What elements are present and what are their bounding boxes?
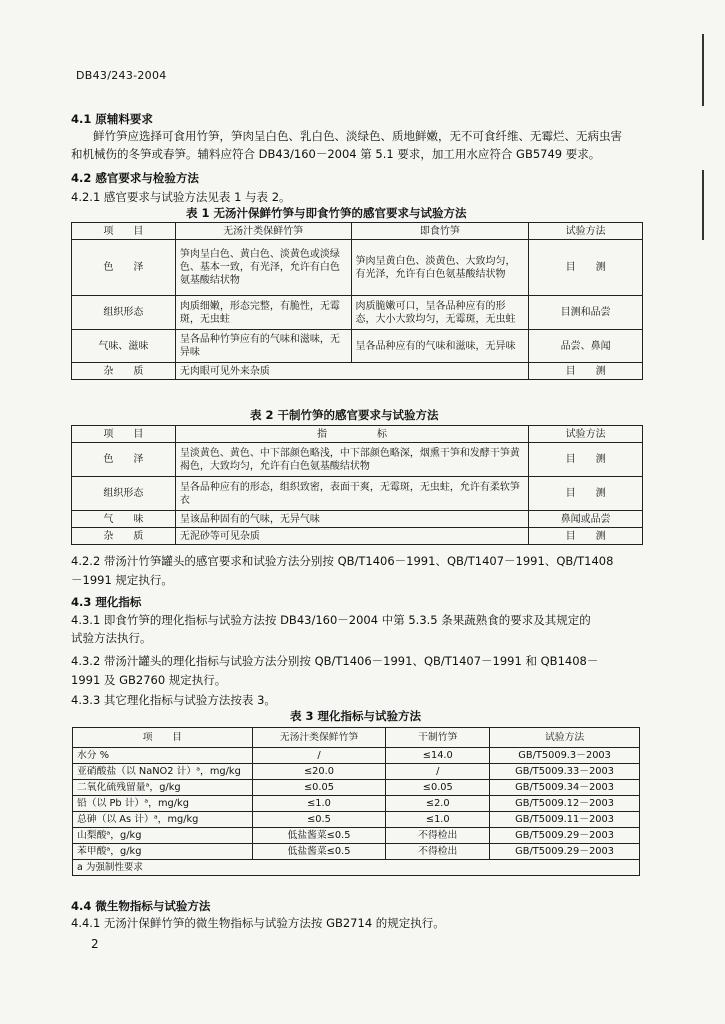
table-cell: ≤0.05: [386, 780, 490, 796]
table-cell: 亚硝酸盐（以 NaNO2 计）ᵃ，mg/kg: [73, 764, 253, 780]
table-cell: 鼻闻或品尝: [529, 511, 643, 528]
table-cell: 无肉眼可见外来杂质: [175, 363, 528, 380]
table-1-caption: 表 1 无汤汁保鲜竹笋与即食竹笋的感官要求与试验方法: [186, 206, 467, 220]
paragraph-line: 鲜竹笋应选择可食用竹笋，笋肉呈白色、乳白色、淡绿色、质地鲜嫩，无不可食纤维、无霉烂、无病虫害: [93, 129, 622, 143]
table-row: [72, 511, 643, 528]
table-row: [73, 844, 640, 860]
table-cell: 目 测: [529, 363, 643, 380]
table-row: [73, 764, 640, 780]
scan-edge-mark: [702, 34, 704, 106]
table-header-cell: 项 目: [73, 728, 253, 748]
table-row: [73, 828, 640, 844]
table-header-cell: 试验方法: [529, 223, 643, 240]
table-cell: ≤14.0: [386, 748, 490, 764]
table-header-cell: 项 目: [72, 426, 176, 443]
table-cell: 二氧化硫残留量ᵃ，g/kg: [73, 780, 253, 796]
table-row: [72, 240, 643, 296]
table-header-cell: 无汤汁类保鲜竹笋: [252, 728, 386, 748]
paragraph-line: 4.3.2 带汤汁罐头的理化指标与试验方法分别按 QB/T1406－1991、QB/T1407－1991 和 QB1408－: [71, 654, 599, 668]
table-cell: ≤2.0: [386, 796, 490, 812]
table-cell: 目 测: [529, 528, 643, 545]
table-cell: 不得检出: [386, 828, 490, 844]
table-cell: 色 泽: [72, 443, 176, 477]
section-4-4-1-text: 4.4.1 无汤汁保鲜竹笋的微生物指标与试验方法按 GB2714 的规定执行。: [71, 916, 445, 930]
doc-code: DB43/243-2004: [76, 69, 167, 82]
paragraph-line: 试验方法执行。: [71, 631, 152, 645]
section-4-2-1-text: 4.2.1 感官要求与试验方法见表 1 与表 2。: [71, 190, 291, 204]
paragraph-line: 4.3.1 即食竹笋的理化指标与试验方法按 DB43/160－2004 中第 5.3.5 条果蔬熟食的要求及其规定的: [71, 613, 591, 627]
table-header-cell: 无汤汁类保鲜竹笋: [175, 223, 351, 240]
table-cell: 水分 %: [73, 748, 253, 764]
table-cell: 总砷（以 As 计）ᵃ，mg/kg: [73, 812, 253, 828]
table-cell: 呈该品种固有的气味，无异气味: [175, 511, 528, 528]
table-cell: 无泥砂等可见杂质: [175, 528, 528, 545]
table-cell: 苯甲酸ᵃ，g/kg: [73, 844, 253, 860]
section-4-3-3-text: 4.3.3 其它理化指标与试验方法按表 3。: [71, 693, 276, 707]
table-cell: 低盐酱菜≤0.5: [252, 844, 386, 860]
table-cell: 肉质脆嫩可口，呈各品种应有的形态，大小大致均匀，无霉斑，无虫蛀: [351, 296, 529, 330]
table-cell: 低盐酱菜≤0.5: [252, 828, 386, 844]
table-header-cell: 指 标: [175, 426, 528, 443]
table-cell: 气 味: [72, 511, 176, 528]
table-header-cell: 即食竹笋: [351, 223, 529, 240]
table-cell: /: [252, 748, 386, 764]
table-header-cell: 试验方法: [529, 426, 643, 443]
table-cell: 气味、滋味: [72, 330, 176, 363]
table-header-cell: 干制竹笋: [386, 728, 490, 748]
table-cell: 杂 质: [72, 528, 176, 545]
table-header-cell: 试验方法: [490, 728, 640, 748]
table-2: [71, 425, 643, 545]
page-number: 2: [91, 937, 99, 951]
table-cell: ≤1.0: [252, 796, 386, 812]
table-cell: ≤0.5: [252, 812, 386, 828]
table-3-caption: 表 3 理化指标与试验方法: [290, 709, 422, 723]
table-cell: GB/T5009.12－2003: [490, 796, 640, 812]
table-cell: 呈淡黄色、黄色、中下部颜色略浅，中下部颜色略深，烟熏干笋和发酵干笋黄褐色，大致均匀，允许有白色氨基酸结状物: [175, 443, 528, 477]
table-cell: 笋肉呈白色、黄白色、淡黄色或淡绿色、基本一致，有光泽，允许有白色氨基酸结状物: [175, 240, 351, 296]
table-row: [72, 296, 643, 330]
table-cell: ≤1.0: [386, 812, 490, 828]
table-cell: 目测和品尝: [529, 296, 643, 330]
table-cell: 呈各品种竹笋应有的气味和滋味，无异味: [175, 330, 351, 363]
table-3: [72, 727, 640, 876]
table-row: [73, 780, 640, 796]
table-cell: 山梨酸ᵃ，g/kg: [73, 828, 253, 844]
table-cell: ≤20.0: [252, 764, 386, 780]
table-cell: 目 测: [529, 443, 643, 477]
table-cell: GB/T5009.29－2003: [490, 844, 640, 860]
table-cell: 呈各品种应有的气味和滋味，无异味: [351, 330, 529, 363]
paragraph-line: 1991 及 GB2760 规定执行。: [71, 673, 227, 687]
table-cell: 铅（以 Pb 计）ᵃ，mg/kg: [73, 796, 253, 812]
table-cell: 杂 质: [72, 363, 176, 380]
table-cell: /: [386, 764, 490, 780]
table-header-cell: 项 目: [72, 223, 176, 240]
table-row: [72, 330, 643, 363]
table-cell: 目 测: [529, 240, 643, 296]
paragraph-line: －1991 规定执行。: [71, 573, 173, 587]
table-cell: ≤0.05: [252, 780, 386, 796]
scan-edge-mark: [702, 170, 704, 240]
table-cell: 目 测: [529, 477, 643, 511]
table-row: [72, 443, 643, 477]
table-row: [72, 477, 643, 511]
section-4-4-heading: 4.4 微生物指标与试验方法: [71, 899, 211, 913]
section-4-2-heading: 4.2 感官要求与检验方法: [71, 171, 199, 185]
section-4-3-heading: 4.3 理化指标: [71, 595, 142, 609]
table-2-caption: 表 2 干制竹笋的感官要求与试验方法: [250, 408, 439, 422]
table-cell: GB/T5009.3－2003: [490, 748, 640, 764]
table-cell: 笋肉呈黄白色、淡黄色、大致均匀，有光泽，允许有白色氨基酸结状物: [351, 240, 529, 296]
section-4-1-heading: 4.1 原辅料要求: [71, 112, 153, 126]
table-cell: 肉质细嫩，形态完整，有脆性，无霉斑，无虫蛀: [175, 296, 351, 330]
table-cell: GB/T5009.29－2003: [490, 828, 640, 844]
table-row: [72, 363, 643, 380]
table-cell: 组织形态: [72, 477, 176, 511]
table-cell: 组织形态: [72, 296, 176, 330]
table-row: [72, 528, 643, 545]
table-cell: 不得检出: [386, 844, 490, 860]
table-row: [73, 796, 640, 812]
table-cell: 品尝、鼻闻: [529, 330, 643, 363]
table-note: a 为强制性要求: [73, 860, 640, 876]
table-cell: GB/T5009.11－2003: [490, 812, 640, 828]
table-cell: 呈各品种应有的形态，组织致密，表面干爽，无霉斑，无虫蛀，允许有柔软笋衣: [175, 477, 528, 511]
table-row: [73, 860, 640, 876]
table-1: [71, 222, 643, 380]
table-cell: GB/T5009.34－2003: [490, 780, 640, 796]
paragraph-line: 和机械伤的冬笋或春笋。辅料应符合 DB43/160－2004 第 5.1 要求，加工用水应符合 GB5749 要求。: [71, 147, 601, 161]
table-cell: GB/T5009.33－2003: [490, 764, 640, 780]
table-row: [73, 812, 640, 828]
paragraph-line: 4.2.2 带汤汁竹笋罐头的感官要求和试验方法分别按 QB/T1406－1991、QB/T1407－1991、QB/T1408: [71, 554, 614, 568]
table-cell: 色 泽: [72, 240, 176, 296]
table-row: [73, 748, 640, 764]
